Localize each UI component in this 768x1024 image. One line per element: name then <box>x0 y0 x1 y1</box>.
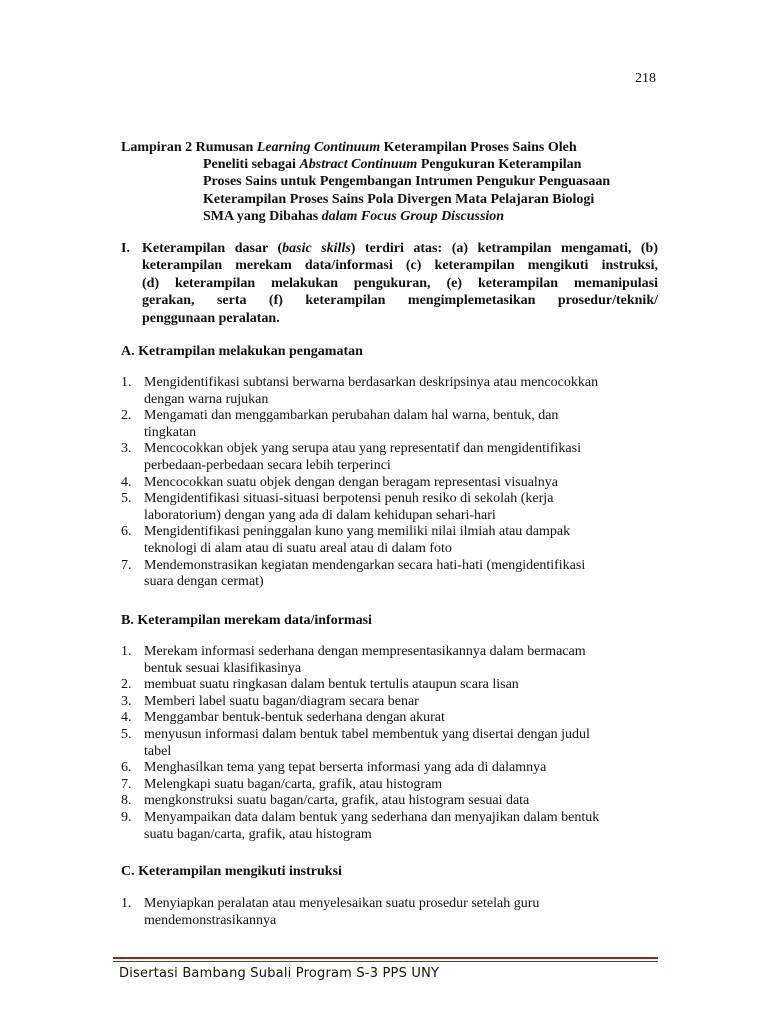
subsection-a-title: A. Ketrampilan melakukan pengamatan <box>121 344 363 359</box>
section-line-1: I. Keterampilan dasar (basic skills) terdiri atas: (a) ketrampilan mengamati, (b) <box>121 241 658 256</box>
footer-text: Disertasi Bambang Subali Program S-3 PPS UNY <box>119 966 440 981</box>
list-item: 1. Merekam informasi sederhana dengan mempresentasikannya dalam bermacam bentuk sesuai klasifikasinya <box>121 644 586 676</box>
list-item: 7. Melengkapi suatu bagan/carta, grafik, atau histogram <box>121 776 443 792</box>
section-basic-skills <box>121 240 658 327</box>
list-item: 6. Mengidentifikasi peninggalan kuno yang memiliki nilai ilmiah atau dampak teknologi di alam atau di suatu areal atau di dalam foto <box>121 524 571 556</box>
list-item: 5. menyusun informasi dalam bentuk tabel membentuk yang disertai dengan judul tabel <box>121 726 590 759</box>
section-line-4: gerakan, serta (f) keterampilan mengimplemetasikan prosedur/teknik/ <box>142 293 658 309</box>
heading-line-2: Peneliti sebagai Abstract Continuum Pengukuran Keterampilan <box>203 157 582 173</box>
list-item: 3. Mencocokkan objek yang serupa atau yang representatif dan mengidentifikasi perbedaan-perbedaan secara lebih terperinci <box>121 441 581 473</box>
subsection-c-title: C. Keterampilan mengikuti instruksi <box>121 864 342 879</box>
subsection-c-list <box>121 896 661 929</box>
list-item: 3. Memberi label suatu bagan/diagram secara benar <box>121 693 419 709</box>
heading-line-4: Keterampilan Proses Sains Pola Divergen Mata Pelajaran Biologi <box>203 191 595 207</box>
footer-rule-thick <box>113 957 658 959</box>
list-item: 2. membuat suatu ringkasan dalam bentuk tertulis ataupun scara lisan <box>121 677 519 693</box>
subsection-a-list <box>121 375 661 591</box>
section-line-5: penggunaan peralatan. <box>142 310 280 326</box>
appendix-heading <box>121 139 661 225</box>
section-line-2: keterampilan merekam data/informasi (c) keterampilan mengikuti instruksi, <box>142 258 658 274</box>
list-item: 2. Mengamati dan menggambarkan perubahan dalam hal warna, bentuk, dan tingkatan <box>121 408 559 440</box>
subsection-b-list <box>121 644 661 843</box>
list-item: 4. Mencocokkan suatu objek dengan dengan beragam representasi visualnya <box>121 474 559 490</box>
heading-line-3: Proses Sains untuk Pengembangan Intrumen Pengukur Penguasaan <box>203 174 611 190</box>
page-number: 218 <box>635 71 656 86</box>
list-item: 4. Menggambar bentuk-bentuk sederhana dengan akurat <box>121 710 445 726</box>
list-item: 1. Menyiapkan peralatan atau menyelesaikan suatu prosedur setelah guru mendemonstrasikannya <box>121 896 540 928</box>
list-item: 6. Menghasilkan tema yang tepat berserta informasi yang ada di dalamnya <box>121 760 547 776</box>
list-item: 7. Mendemonstrasikan kegiatan mendengarkan secara hati-hati (mengidentifikasi suara dengan cermat) <box>121 557 586 590</box>
list-item: 9. Menyampaikan data dalam bentuk yang sederhana dan menyajikan dalam bentuk suatu bagan/carta, grafik, atau histogram <box>121 809 600 842</box>
footer-rule <box>113 957 658 963</box>
section-numeral: I. <box>121 241 130 256</box>
list-item: 5. Mengidentifikasi situasi-situasi berpotensi penuh resiko di sekolah (kerja laboratorium) dengan yang ada di dalam kehidupan sehari-hari <box>121 491 554 523</box>
list-item: 8. mengkonstruksi suatu bagan/carta, grafik, atau histogram sesuai data <box>121 793 530 809</box>
footer-rule-thin <box>113 961 658 962</box>
list-item: 1. Mengidentifikasi subtansi berwarna berdasarkan deskripsinya atau mencocokkan dengan warna rujukan <box>121 375 599 407</box>
subsection-b-title: B. Keterampilan merekam data/informasi <box>121 613 372 628</box>
section-line-3: (d) keterampilan melakukan pengukuran, (e) keterampilan memanipulasi <box>142 275 658 291</box>
heading-line-1: Lampiran 2 Rumusan Learning Continuum Keterampilan Proses Sains Oleh <box>121 140 577 155</box>
heading-line-5: SMA yang Dibahas dalam Focus Group Discussion <box>203 208 505 224</box>
